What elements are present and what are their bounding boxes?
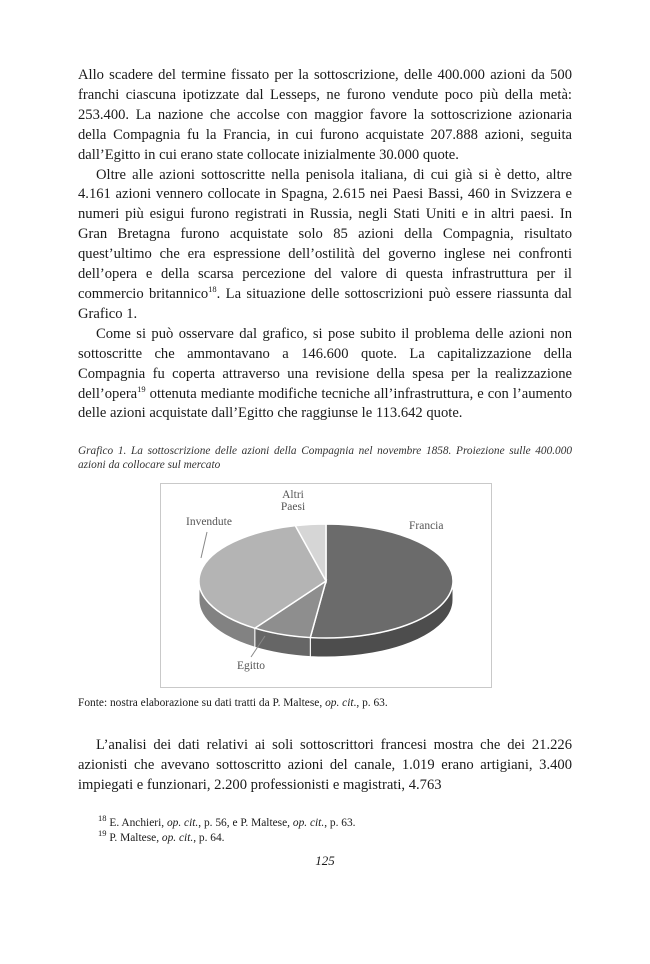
footnote-18 (98, 813, 572, 831)
footnote-text: P. Maltese (109, 832, 157, 844)
pie-label-invendute: Invendute (186, 516, 232, 528)
source-prefix: Fonte: nostra elaborazione su dati tratti da P. Maltese, (78, 697, 326, 709)
paragraph-1: Allo scadere del termine fissato per la sottoscrizione, delle 400.000 azioni da 500 franchi ciascuna ipotizzate dal Lesseps, ne furono vendute poco più della metà: 253.400. La nazione che accolse con maggior favore la sottoscrizione azionaria della Compagnia fu la Francia, in cui furono acquistate 207.888 azioni, seguita dall’Egitto in cui erano state collocate inizialmente 30.000 quote. (78, 67, 572, 163)
footnote-text: , p. 64. (193, 832, 225, 844)
footnote-number: 19 (98, 828, 107, 839)
pie-label-francia: Francia (409, 520, 444, 532)
paragraph-3-text-after: ottenuta mediante modifiche tecniche all’infrastruttura, e con l’aumento delle azioni acquistate dall’Egitto che raggiunse le 113.642 quote. (78, 385, 572, 422)
footnote-ref-19[interactable]: 19 (137, 383, 146, 394)
paragraph-3 (78, 325, 572, 425)
pie-leader-line (201, 532, 207, 558)
body-text-top (78, 66, 572, 424)
footnote-italic: , op. cit. (287, 817, 325, 829)
pie-chart (160, 483, 492, 688)
footnote-19 (98, 828, 572, 846)
paragraph-4: L’analisi dei dati relativi ai soli sottoscrittori francesi mostra che dei 21.226 azionisti che avevano sottoscritto azioni del canale, 1.019 erano artigiani, 3.400 impiegati e funzionari, 2.200 professionisti e magistrati, 4.763 (78, 737, 572, 793)
footnote-text: , p. 63. (324, 817, 356, 829)
footnote-italic: , op. cit. (156, 832, 194, 844)
body-text-bottom (78, 736, 572, 796)
footnote-text: E. Anchieri, (109, 817, 167, 829)
paragraph-2 (78, 166, 572, 325)
footnotes (98, 813, 572, 846)
paragraph-2-text-after: . La situazione delle sottoscrizioni può essere riassunta dal Grafico 1. (78, 285, 572, 322)
footnote-ref-18[interactable]: 18 (208, 284, 217, 295)
footnote-italic: op. cit. (166, 817, 199, 829)
pie-chart-svg (161, 484, 491, 687)
paragraph-3-text: Come si può osservare dal grafico, si pose subito il problema delle azioni non sottoscritte che ammontavano a 146.600 quote. La capitalizzazione della Compagnia fu coperta attraverso una revisione della spesa per la realizzazione dell’opera (78, 325, 572, 402)
source-italic: op. cit (325, 697, 354, 709)
paragraph-2-text: Oltre alle azioni sottoscritte nella penisola italiana, di cui già si è detto, altre 4.161 azioni vennero collocate in Spagna, 2.615 nei Paesi Bassi, 460 in Svizzera e numeri più esigui furono registrati in Russia, negli Stati Uniti e in altri paesi. In Gran Bretagna furono acquistate solo 85 azioni della Compagnia, risultato quest’ultimo che era espressione dell’ostilità del governo inglese nei confronti dell’opera e della scarsa percezione del valore di questa infrastruttura per il commercio britannico (78, 166, 572, 302)
chart-source (78, 696, 572, 710)
footnote-number: 18 (98, 813, 107, 824)
page-number: 125 (315, 853, 335, 868)
footnote-text: , p. 56, e P. Maltese (198, 817, 288, 829)
pie-label-altri-paesi: Altri Paesi (280, 489, 306, 513)
source-suffix: ., p. 63. (353, 697, 388, 709)
pie-label-egitto: Egitto (236, 660, 266, 672)
chart-caption: Grafico 1. La sottoscrizione delle azioni della Compagnia nel novembre 1858. Proiezione sulle 400.000 azioni da collocare sul mercato (78, 445, 572, 472)
